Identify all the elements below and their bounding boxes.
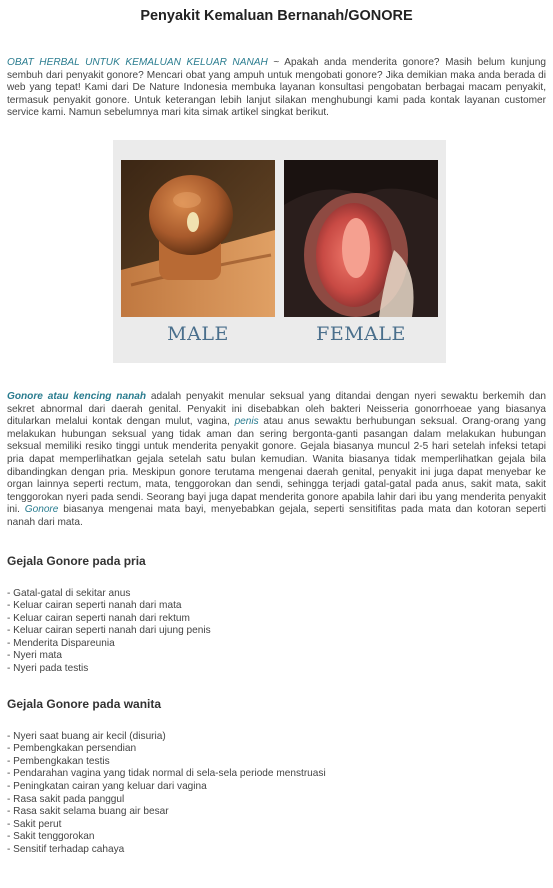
list-item: - Keluar cairan seperti nanah dari rektum [7, 613, 546, 626]
intro-link[interactable]: OBAT HERBAL UNTUK KEMALUAN KELUAR NANAH [7, 57, 268, 68]
female-caption: FEMALE [316, 322, 406, 345]
list-item: - Pembengkakan persendian [7, 743, 546, 756]
section-heading-pria: Gejala Gonore pada pria [7, 553, 146, 568]
list-item: - Rasa sakit pada panggul [7, 794, 546, 807]
list-item: - Sakit perut [7, 819, 546, 832]
comparison-image [113, 140, 446, 363]
symptom-list-wanita [7, 731, 546, 857]
male-caption: MALE [167, 322, 229, 345]
body-text-2: atau anus sewaktu berhubungan seksual. Orang-orang yang melakukan hubungan seksual yang tidak aman dan sering bergonta-ganti pasangan dalam melakukan hubungan seksual memiliki resiko tinggi untuk menderita penyakit gonore. Gejala biasanya muncul 2-5 hari setelah infeksi tetapi pria dapat memperlihatkan gejala setelah satu bulan kemudian. Wanita biasanya tidak memperlihatkan gejala bila dibandingkan dengan pria. Meskipun gonore terutama mengenai daerah genital, penyakit ini juga dapat menyebar ke organ lainnya seperti rectum, mata, tenggorokan dan sendi, sehingga terjadi gatal-gatal pada anus, sakit mata, sakit tenggorokan nyeri pada sendi. Seorang bayi juga dapat menderita gonore apabila lahir dari ibu yang menderita penyakit ini. [7, 416, 546, 516]
list-item: - Nyeri mata [7, 650, 546, 663]
list-item: - Nyeri saat buang air kecil (disuria) [7, 731, 546, 744]
penis-link[interactable]: penis [234, 416, 259, 428]
list-item: - Sakit tenggorokan [7, 831, 546, 844]
list-item: - Pembengkakan testis [7, 756, 546, 769]
intro-paragraph [7, 57, 546, 120]
symptom-list-pria [7, 588, 546, 676]
body-text-1: adalah penyakit menular seksual yang ditandai dengan nyeri sewaktu berkemih dan sekret abnormal dari daerah genital. Penyakit ini disebabkan oleh bakteri Neisseria gonorrhoeae yang biasanya ditularkan melalui kontak dengan mulut, vagina, [7, 390, 546, 428]
page-title: Penyakit Kemaluan Bernanah/GONORE [140, 8, 413, 24]
gonore-link[interactable]: Gonore atau kencing nanah [7, 390, 147, 402]
body-text-3: biasanya mengenai mata bayi, menyebabkan gejala, seperti sensitifitas pada mata dan kotoran seperti nanah dari mata. [7, 504, 546, 528]
list-item: - Sensitif terhadap cahaya [7, 844, 546, 857]
list-item: - Rasa sakit selama buang air besar [7, 806, 546, 819]
gonore-link-2[interactable]: Gonore [24, 504, 59, 516]
list-item: - Gatal-gatal di sekitar anus [7, 588, 546, 601]
female-photo [284, 160, 438, 317]
list-item: - Pendarahan vagina yang tidak normal di sela-sela periode menstruasi [7, 768, 546, 781]
list-item: - Nyeri pada testis [7, 663, 546, 676]
list-item: - Keluar cairan seperti nanah dari mata [7, 600, 546, 613]
list-item: - Menderita Dispareunia [7, 638, 546, 651]
male-photo [121, 160, 275, 317]
list-item: - Peningkatan cairan yang keluar dari vagina [7, 781, 546, 794]
section-heading-wanita: Gejala Gonore pada wanita [7, 696, 162, 711]
list-item: - Keluar cairan seperti nanah dari ujung penis [7, 625, 546, 638]
body-paragraph [7, 391, 546, 530]
intro-text: ~ Apakah anda menderita gonore? Masih belum kunjung sembuh dari penyakit gonore? Mencari obat yang ampuh untuk mengobati gonore? Jika demikian maka anda berada di web yang tepat! Kami dari De Nature Indonesia membuka layanan konsultasi pengobatan berbagai macam penyakit, termasuk penyakit gonore. Untuk keterangan lebih lanjut silakan menghubungi kami pada kontak layanan customer service kami. Namun sebelumnya mari kita simak artikel singkat berikut. [7, 57, 547, 119]
